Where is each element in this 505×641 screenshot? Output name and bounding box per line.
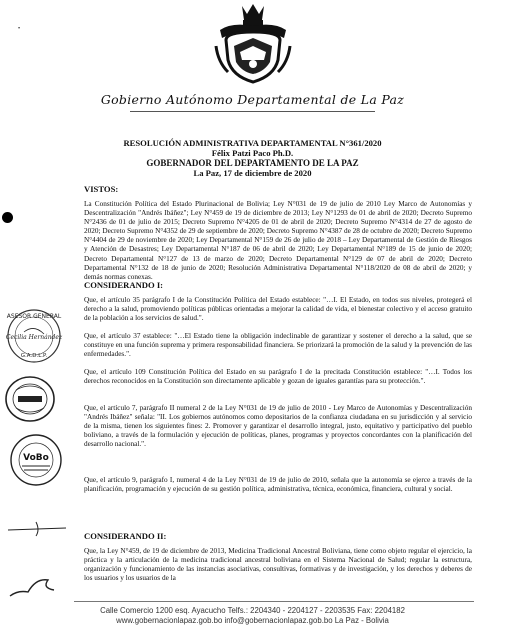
approval-seal-text: VoBo (23, 453, 49, 463)
advisor-seal-text: ASESOR GENERAL (6, 313, 62, 320)
considerando-1-paragraph: Que, el artículo 9, parágrafo I, numeral 4 de la Ley N°031 de 19 de julio de 2010, señala que la autonomía se ejerce a través de la planificación, programación y ejecución de su gestión política, administrativa, técnica, económica, financiera, cultural y social. (84, 476, 472, 494)
resolution-number: RESOLUCIÓN ADMINISTRATIVA DEPARTAMENTAL N°361/2020 (123, 138, 382, 148)
vistos-heading: VISTOS: (84, 184, 119, 194)
header-divider (130, 111, 375, 112)
considerando-1-paragraph: Que, el artículo 109 Constitución Política del Estado en su parágrafo I de la precitada Constitución establece: "…I. Todos los derechos reconocidos en la Constitución son directamente aplicable y gozan de iguales garantías para su protección.". (84, 368, 472, 386)
government-title: Gobierno Autónomo Departamental de La Paz (100, 92, 405, 107)
advisor-seal-signature: Cecilia Hernández (5, 334, 63, 341)
considerando-1-heading: CONSIDERANDO I: (84, 280, 164, 290)
vistos-text: La Constitución Política del Estado Plurinacional de Bolivia; Ley N°031 de 19 de julio de 2010 Ley Marco de Autonomías y Descentralización "Andrés Ibáñez"; Ley N°459 de 19 de diciembre de 2013; Ley N°1293 de 01 de abril de 2020; Decreto Supremo N°2436 de 01 de julio de 2015; Decreto Supremo N°4205 de 01 de abril de 2020; Decreto Supremo N°4314 de 27 de agosto de 2020; Decreto Supremo N°4352 de 29 de septiembre de 2020; Decreto Supremo N°4387 de 28 de octubre de 2020; Decreto Supremo N°4404 de 29 de noviembre de 2020; Ley Departamental N°159 de 26 de julio de 2018 – Ley Departamental de Gestión de Riesgos y Atención de Desastres; Ley Departamental N°187 de 06 de abril de 2020; Ley Departamental N°189 de 15 de junio de 2020; Decreto Departamental N°127 de 13 de marzo de 2020; Decreto Departamental N°129 de 07 de abril de 2020; Decreto Departamental N°132 de 18 de junio de 2020; Resolución Administrativa Departamental N°118/2020 de 08 de abril de 2020; y demás normas conexas. (84, 200, 472, 281)
considerando-2-heading: CONSIDERANDO II: (84, 531, 167, 541)
approval-seal-icon (6, 432, 66, 488)
footer-address: Calle Comercio 1200 esq. Ayacucho Telfs.: 2204340 - 2204127 - 2203535 Fax: 2204182 (100, 606, 405, 615)
resolution-author: Félix Patzi Paco Ph.D. (211, 148, 294, 158)
considerando-2-paragraph: Que, la Ley N°459, de 19 de diciembre de 2013, Medicina Tradicional Ancestral Boliviana, tiene como objeto regular el ejercicio, la práctica y la articulación de la medicina tradicional ancestral boliviana en el Sistema Nacional de Salud; regular la estructura, organización y funcionamiento de las instancias asociativas, consultivas, formativas y de investigación, y los derechos y deberes de los usuarios y los usuarios de la (84, 547, 472, 583)
department-seal-icon (2, 372, 62, 426)
footer-contact: www.gobernacionlapaz.gob.bo info@gobernacionlapaz.gob.bo La Paz - Bolivia (116, 616, 389, 625)
signature-mark-icon (6, 518, 76, 538)
resolution-heading (0, 138, 505, 178)
considerando-1-paragraph: Que, el artículo 35 parágrafo I de la Constitución Política del Estado establece: "…I. El Estado, en todos sus niveles, protegerá el derecho a la salud, promoviendo políticas públicas orientadas a mejorar la calidad de vida, el bienestar colectivo y el acceso gratuito de la población a los servicios de salud.". (84, 296, 472, 323)
resolution-role: GOBERNADOR DEL DEPARTAMENTO DE LA PAZ (146, 158, 359, 168)
footer-divider (74, 601, 474, 602)
considerando-1-paragraph: Que, el artículo 37 establece: "…El Estado tiene la obligación indeclinable de garantizar y sostener el derecho a la salud, que se constituye en una función suprema y primera responsabilidad financiera. Se priorizará la promoción de la salud y la prevención de las enfermedades.". (84, 332, 472, 359)
considerando-1-paragraph: Que, el artículo 7, parágrafo II numeral 2 de la Ley N°031 de 19 de julio de 2010 - Ley Marco de Autonomías y Descentralización "Andrés Ibáñez" señala: "II. Los gobiernos autónomos como depositarios de la confianza ciudadana en su jurisdicción y al servicio de la misma, tienen los siguientes fines: 2. Promover y garantizar el desarrollo integral, justo, equitativo y participativo del pueblo boliviano, a través de la formulación y ejecución de políticas, planes, programas y proyectos concordantes con la planificación del desarrollo nacional.". (84, 404, 472, 449)
signature-icon (8, 570, 68, 600)
resolution-date: La Paz, 17 de diciembre de 2020 (193, 168, 312, 178)
coat-of-arms-icon (212, 2, 294, 86)
corner-mark: • (18, 26, 21, 32)
advisor-seal-icon (4, 306, 64, 366)
advisor-seal-tag: G.A.D.L.P. (20, 353, 48, 359)
punch-hole (2, 212, 13, 223)
